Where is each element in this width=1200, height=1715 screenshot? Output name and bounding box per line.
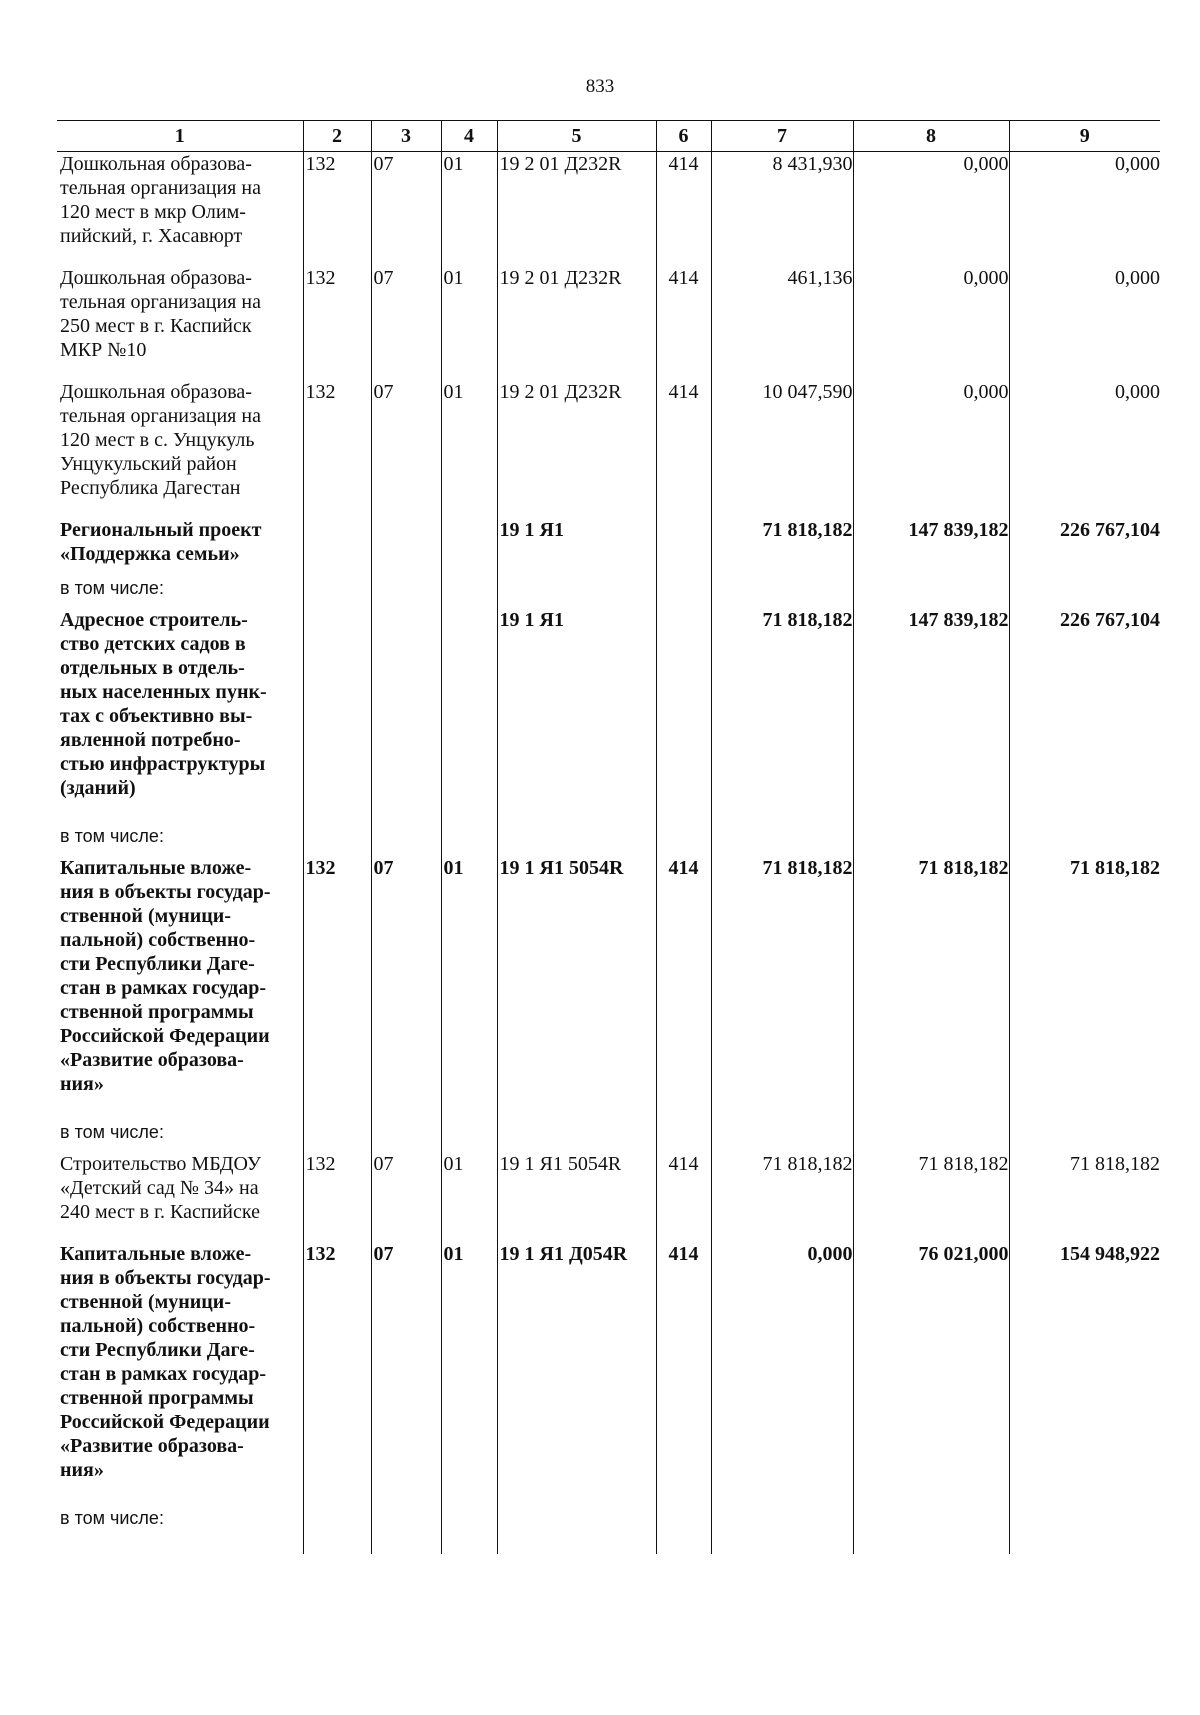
cell-amount-7: 71 818,182 — [711, 1152, 853, 1242]
cell-section: 07 — [371, 1152, 441, 1242]
cell-section: 07 — [371, 856, 441, 1114]
cell-subsection — [441, 518, 497, 570]
table-row-including — [57, 818, 1160, 856]
cell-target-article: 19 2 01 Д232R — [497, 266, 656, 380]
cell-amount-9: 154 948,922 — [1009, 1242, 1160, 1500]
cell-target-article: 19 1 Я1 5054R — [497, 1152, 656, 1242]
row-name: в том числе: — [60, 1122, 164, 1142]
cell-expense-type: 414 — [656, 1242, 711, 1500]
row-name: Строительство МБДОУ «Детский сад № 34» на 240 мест в г. Каспийске — [60, 1153, 262, 1223]
cell-amount-8: 71 818,182 — [853, 1152, 1009, 1242]
cell-expense-type — [656, 518, 711, 570]
cell-expense-type: 414 — [656, 266, 711, 380]
row-name: Капитальные вложе- ния в объекты государ- ственной (муници- пальной) собственно- сти Республики Даге- стан в рамках государ- ственной программы Российской Федерации «Развитие образова- ния» — [60, 1243, 271, 1481]
cell-amount-8: 147 839,182 — [853, 518, 1009, 570]
table-row — [57, 1152, 1160, 1242]
cell-section: 07 — [371, 380, 441, 518]
column-header-1: 1 — [57, 121, 303, 152]
column-header-6: 6 — [656, 121, 711, 152]
cell-grbs: 132 — [303, 152, 371, 267]
cell-subsection — [441, 608, 497, 818]
cell-grbs: 132 — [303, 1152, 371, 1242]
cell-amount-7: 71 818,182 — [711, 856, 853, 1114]
cell-amount-8: 0,000 — [853, 266, 1009, 380]
cell-target-article: 19 1 Я1 — [497, 518, 656, 570]
table-row-including — [57, 1500, 1160, 1554]
column-header-9: 9 — [1009, 121, 1160, 152]
row-name: Дошкольная образова- тельная организация на 120 мест в с. Унцукуль Унцукульский район Республика Дагестан — [60, 381, 261, 499]
column-header-7: 7 — [711, 121, 853, 152]
cell-target-article: 19 2 01 Д232R — [497, 380, 656, 518]
column-header-3: 3 — [371, 121, 441, 152]
cell-section: 07 — [371, 266, 441, 380]
table-row-event — [57, 608, 1160, 818]
column-header-4: 4 — [441, 121, 497, 152]
cell-grbs: 132 — [303, 380, 371, 518]
page-number: 833 — [585, 76, 615, 97]
cell-amount-9: 0,000 — [1009, 266, 1160, 380]
cell-expense-type: 414 — [656, 856, 711, 1114]
table-row-capital-investment — [57, 1242, 1160, 1500]
cell-expense-type: 414 — [656, 152, 711, 267]
cell-section — [371, 518, 441, 570]
cell-subsection: 01 — [441, 1152, 497, 1242]
cell-subsection: 01 — [441, 152, 497, 267]
cell-grbs — [303, 518, 371, 570]
cell-expense-type: 414 — [656, 1152, 711, 1242]
cell-amount-9: 71 818,182 — [1009, 856, 1160, 1114]
cell-grbs: 132 — [303, 856, 371, 1114]
cell-amount-8: 147 839,182 — [853, 608, 1009, 818]
header-row — [57, 121, 1160, 152]
table-row — [57, 152, 1160, 267]
table-row — [57, 266, 1160, 380]
cell-target-article: 19 2 01 Д232R — [497, 152, 656, 267]
cell-amount-8: 71 818,182 — [853, 856, 1009, 1114]
cell-amount-9: 0,000 — [1009, 152, 1160, 267]
table-row — [57, 380, 1160, 518]
cell-amount-9: 0,000 — [1009, 380, 1160, 518]
cell-amount-7: 461,136 — [711, 266, 853, 380]
cell-section: 07 — [371, 1242, 441, 1500]
cell-target-article: 19 1 Я1 — [497, 608, 656, 818]
cell-subsection: 01 — [441, 856, 497, 1114]
column-header-5: 5 — [497, 121, 656, 152]
cell-amount-7: 71 818,182 — [711, 608, 853, 818]
cell-grbs — [303, 608, 371, 818]
table-row-capital-investment — [57, 856, 1160, 1114]
cell-amount-8: 0,000 — [853, 152, 1009, 267]
row-name: Дошкольная образова- тельная организация на 250 мест в г. Каспийск МКР №10 — [60, 267, 261, 361]
row-name: Региональный проект «Поддержка семьи» — [60, 519, 262, 565]
cell-section: 07 — [371, 152, 441, 267]
row-name: Адресное строитель- ство детских садов в отдельных в отдель- ных населенных пунк- тах с объективно вы- явленной потребно- стью инфраструктуры (зданий) — [60, 609, 267, 799]
cell-amount-9: 226 767,104 — [1009, 608, 1160, 818]
cell-target-article: 19 1 Я1 5054R — [497, 856, 656, 1114]
table-row-project — [57, 518, 1160, 570]
cell-subsection: 01 — [441, 1242, 497, 1500]
row-name: в том числе: — [60, 578, 164, 598]
budget-table — [57, 120, 1160, 1554]
row-name: Капитальные вложе- ния в объекты государ- ственной (муници- пальной) собственно- сти Республики Даге- стан в рамках государ- ственной программы Российской Федерации «Развитие образова- ния» — [60, 857, 271, 1095]
cell-amount-8: 0,000 — [853, 380, 1009, 518]
cell-subsection: 01 — [441, 266, 497, 380]
row-name: в том числе: — [60, 1508, 164, 1528]
table-row-including — [57, 570, 1160, 608]
cell-amount-9: 226 767,104 — [1009, 518, 1160, 570]
cell-target-article: 19 1 Я1 Д054R — [497, 1242, 656, 1500]
cell-expense-type — [656, 608, 711, 818]
cell-expense-type: 414 — [656, 380, 711, 518]
cell-amount-7: 8 431,930 — [711, 152, 853, 267]
cell-grbs: 132 — [303, 1242, 371, 1500]
table-row-including — [57, 1114, 1160, 1152]
cell-amount-9: 71 818,182 — [1009, 1152, 1160, 1242]
cell-amount-7: 10 047,590 — [711, 380, 853, 518]
cell-amount-7: 0,000 — [711, 1242, 853, 1500]
cell-grbs: 132 — [303, 266, 371, 380]
budget-table-container — [57, 120, 1160, 1554]
row-name: в том числе: — [60, 826, 164, 846]
column-header-2: 2 — [303, 121, 371, 152]
cell-subsection: 01 — [441, 380, 497, 518]
column-header-8: 8 — [853, 121, 1009, 152]
row-name: Дошкольная образова- тельная организация на 120 мест в мкр Олим- пийский, г. Хасавюрт — [60, 153, 261, 247]
cell-amount-7: 71 818,182 — [711, 518, 853, 570]
cell-section — [371, 608, 441, 818]
cell-amount-8: 76 021,000 — [853, 1242, 1009, 1500]
